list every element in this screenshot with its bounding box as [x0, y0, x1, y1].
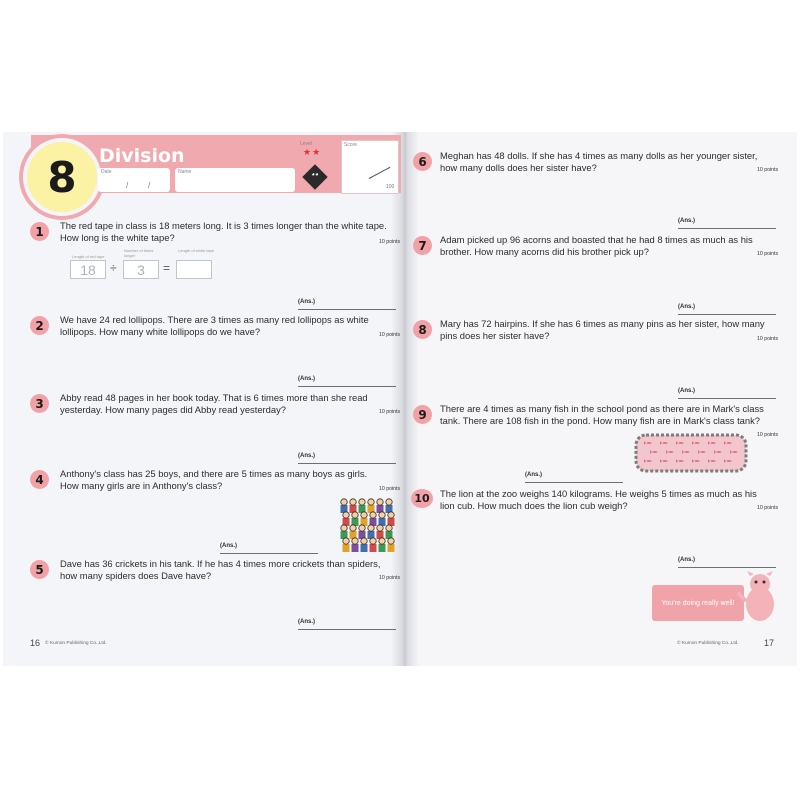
student-head [352, 538, 358, 544]
points-label: 10 points [757, 432, 779, 438]
answer-label: (Ans.) [678, 304, 695, 310]
student-head [370, 512, 376, 518]
question-text [440, 318, 765, 342]
student-head [388, 538, 394, 544]
student-head [370, 538, 376, 544]
question-text [60, 558, 380, 582]
answer-line[interactable] [298, 629, 396, 630]
encouragement-banner: You're doing really well! [652, 585, 744, 621]
equation-answer-box[interactable] [176, 260, 212, 279]
student-head [388, 512, 394, 518]
divide-sign: ÷ [110, 261, 117, 275]
question-line: The lion at the zoo weighs 140 kilograms. He weighs 5 times as much as his [440, 488, 757, 499]
question-line: How many girls are in Anthony's class? [60, 480, 223, 491]
points-label: 10 points [757, 336, 779, 342]
answer-label: (Ans.) [678, 218, 695, 224]
question-line: yesterday. How many pages did Abby read yesterday? [60, 404, 286, 415]
student-figure [361, 544, 368, 552]
answer-label: (Ans.) [298, 376, 315, 382]
question-line: how many dolls does her sister have? [440, 162, 597, 173]
equation-label: Length of red tape [72, 254, 105, 259]
points-label: 10 points [379, 239, 401, 245]
student-head [341, 525, 347, 531]
student-head [359, 499, 365, 505]
question-number: 9 [413, 405, 432, 424]
student-head [350, 525, 356, 531]
student-head [352, 512, 358, 518]
student-head [341, 499, 347, 505]
question-line: We have 24 red lollipops. There are 3 times as many red lollipops as white [60, 314, 369, 325]
score-label: Score [344, 142, 358, 148]
equation-label: Length of white tape [178, 248, 215, 253]
student-head [361, 512, 367, 518]
page-number-right: 17 [764, 638, 775, 648]
question-line: lollipops. How many white lollipops do we have? [60, 326, 261, 337]
student-head [377, 499, 383, 505]
question-text [60, 392, 368, 416]
character-face-icon: ◕◕ [311, 172, 319, 178]
date-label: Date [101, 169, 112, 175]
equation-box-divisor: 3 [123, 260, 159, 279]
question-line: Meghan has 48 dolls. If she has 4 times as many dolls as her younger sister, [440, 150, 758, 161]
student-head [377, 525, 383, 531]
equals-sign: = [163, 261, 171, 275]
question-number: 10 [411, 489, 433, 508]
question-number: 3 [30, 394, 49, 413]
question-line: The red tape in class is 18 meters long. It is 3 times longer than the white tape. [60, 220, 387, 231]
points-label: 10 points [757, 167, 779, 173]
points-label: 10 points [379, 575, 401, 581]
question-text [60, 468, 367, 492]
question-text [60, 314, 369, 338]
equation-box-dividend: 18 [70, 260, 106, 279]
level-label: Level [300, 141, 312, 147]
student-head [350, 499, 356, 505]
student-figure [370, 544, 377, 552]
student-head [386, 499, 392, 505]
student-head [359, 525, 365, 531]
question-text [440, 403, 764, 427]
equation-label: Number of times longer [124, 248, 154, 258]
answer-line[interactable] [678, 398, 776, 399]
answer-line[interactable] [298, 309, 396, 310]
question-line: how many spiders does Dave have? [60, 570, 212, 581]
question-line: lion cub. How much does the lion cub weigh? [440, 500, 628, 511]
student-head [386, 525, 392, 531]
student-head [368, 499, 374, 505]
publisher-right: © Kumon Publishing Co.,Ltd. [677, 641, 739, 646]
question-line: Anthony's class has 25 boys, and there are 5 times as many boys as girls. [60, 468, 368, 479]
unit-title: Division [99, 145, 185, 167]
answer-line[interactable] [220, 553, 318, 554]
name-field[interactable] [175, 168, 295, 192]
answer-label: (Ans.) [678, 557, 695, 563]
answer-line[interactable] [298, 386, 396, 387]
date-separator: / [148, 181, 151, 190]
student-head [361, 538, 367, 544]
question-line: Dave has 36 crickets in his tank. If he has 4 times more crickets than spiders, [60, 558, 381, 569]
student-figure [343, 544, 350, 552]
student-figure [352, 544, 359, 552]
student-head [343, 538, 349, 544]
student-head [379, 512, 385, 518]
answer-label: (Ans.) [298, 299, 315, 305]
date-separator: / [126, 181, 129, 190]
class-students-illustration [339, 495, 395, 553]
mascot-character-icon [736, 570, 782, 626]
question-line: How long is the white tape? [60, 232, 175, 243]
question-line: There are 4 times as many fish in the school pond as there are in Mark's class [440, 403, 764, 414]
name-label: Name [178, 169, 192, 175]
question-number: 4 [30, 470, 49, 489]
question-number: 6 [413, 152, 432, 171]
question-line: tank. There are 108 fish in the pond. How many fish are in Mark's class tank? [440, 415, 761, 426]
points-label: 10 points [379, 409, 401, 415]
fish-pond-illustration [632, 431, 750, 475]
answer-label: (Ans.) [298, 619, 315, 625]
question-text [440, 150, 757, 174]
answer-label: (Ans.) [220, 543, 237, 549]
unit-number-badge: 8 [23, 138, 101, 216]
question-number: 5 [30, 560, 49, 579]
student-head [379, 538, 385, 544]
answer-label: (Ans.) [525, 472, 542, 478]
points-label: 10 points [379, 486, 401, 492]
points-label: 10 points [379, 332, 401, 338]
book-gutter [391, 132, 419, 666]
student-head [368, 525, 374, 531]
answer-label: (Ans.) [678, 388, 695, 394]
question-number: 2 [30, 316, 49, 335]
points-label: 10 points [757, 251, 779, 257]
answer-line[interactable] [678, 567, 776, 568]
answer-line[interactable] [678, 314, 776, 315]
question-line: Abby read 48 pages in her book today. That is 6 times more than she read [60, 392, 368, 403]
answer-label: (Ans.) [298, 453, 315, 459]
answer-line[interactable] [525, 482, 623, 483]
student-figure [388, 544, 395, 552]
student-figure [379, 544, 386, 552]
points-label: 10 points [757, 505, 779, 511]
page-number-left: 16 [30, 638, 41, 648]
question-text [440, 488, 757, 512]
question-number: 8 [413, 320, 432, 339]
answer-line[interactable] [298, 463, 396, 464]
question-text [440, 234, 753, 258]
question-line: brother. How many acorns did his brother pick up? [440, 246, 649, 257]
question-number: 7 [413, 236, 432, 255]
question-text [60, 220, 387, 244]
question-line: pins does her sister have? [440, 330, 550, 341]
question-number: 1 [30, 222, 49, 241]
publisher-left: © Kumon Publishing Co.,Ltd. [45, 641, 107, 646]
student-head [343, 512, 349, 518]
question-line: Mary has 72 hairpins. If she has 6 times as many pins as her sister, how many [440, 318, 765, 329]
difficulty-stars: ★★ [303, 147, 322, 157]
question-line: Adam picked up 96 acorns and boasted that he had 8 times as much as his [440, 234, 753, 245]
score-max: 100 [386, 184, 395, 190]
answer-line[interactable] [678, 228, 776, 229]
